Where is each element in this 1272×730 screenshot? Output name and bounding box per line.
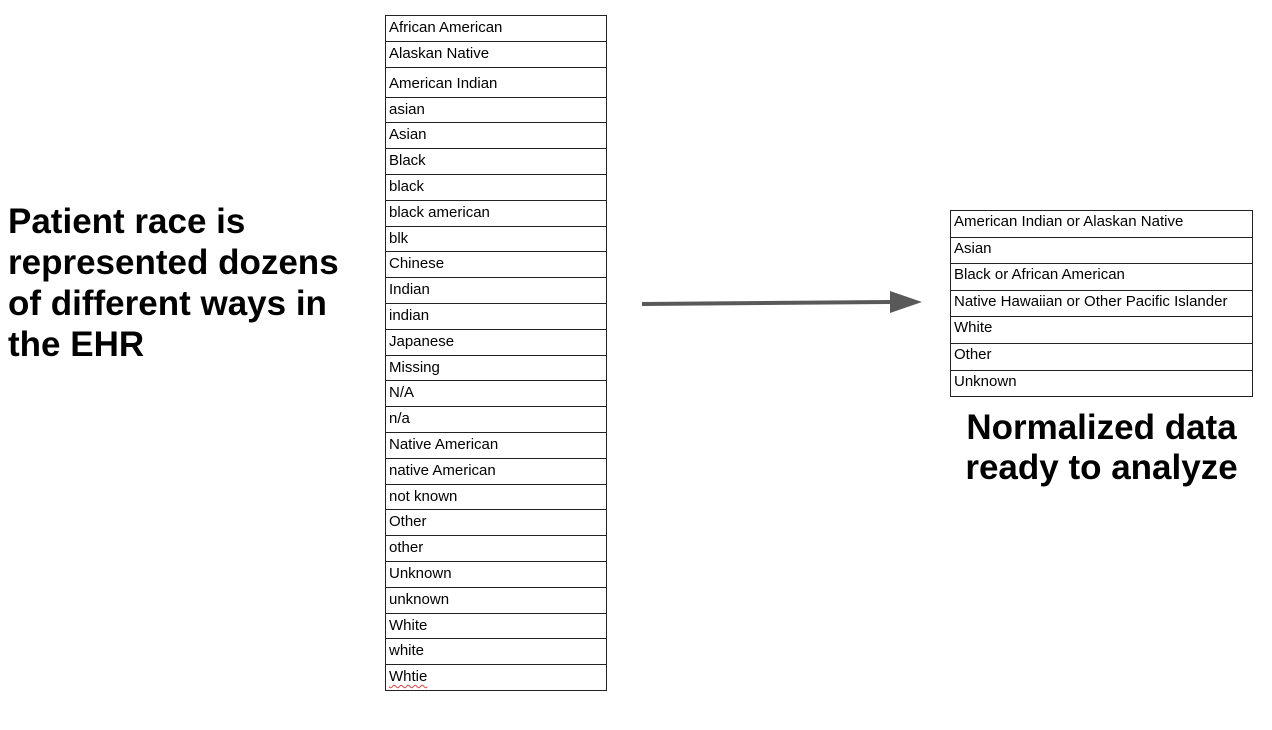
raw-value-cell [386, 665, 607, 691]
table-row [386, 67, 607, 97]
table-row [951, 237, 1253, 264]
table-row [386, 303, 607, 329]
table-row [386, 432, 607, 458]
table-row [386, 329, 607, 355]
normalized-data-heading: Normalized data ready to analyze [965, 408, 1238, 487]
table-row [386, 381, 607, 407]
raw-value-cell: Alaskan Native [386, 41, 607, 67]
table-row [386, 561, 607, 587]
table-row [386, 458, 607, 484]
raw-value-cell: Asian [386, 123, 607, 149]
table-row [386, 665, 607, 691]
raw-value-cell: asian [386, 97, 607, 123]
raw-data-heading: Patient race is represented dozens of different ways in the EHR [8, 202, 339, 364]
normalized-value-cell: White [951, 317, 1253, 344]
raw-value-cell: Chinese [386, 252, 607, 278]
table-row [386, 407, 607, 433]
normalized-value-cell: Asian [951, 237, 1253, 264]
table-row [386, 174, 607, 200]
normalized-value-cell: American Indian or Alaskan Native [951, 211, 1253, 238]
table-row [386, 587, 607, 613]
table-row [951, 370, 1253, 397]
table-row [386, 226, 607, 252]
raw-value-cell: American Indian [386, 67, 607, 97]
table-row [951, 343, 1253, 370]
raw-value-cell: unknown [386, 587, 607, 613]
raw-value-cell: white [386, 639, 607, 665]
raw-value-cell: Other [386, 510, 607, 536]
raw-value-cell: black american [386, 200, 607, 226]
raw-value-cell: Indian [386, 278, 607, 304]
table-row [386, 123, 607, 149]
right-arrow-icon [640, 285, 925, 321]
raw-value-cell: other [386, 536, 607, 562]
table-row [386, 200, 607, 226]
raw-value-cell: blk [386, 226, 607, 252]
table-row [386, 278, 607, 304]
raw-value-cell: Missing [386, 355, 607, 381]
table-row [386, 41, 607, 67]
raw-value-cell: native American [386, 458, 607, 484]
raw-value-cell: N/A [386, 381, 607, 407]
raw-value-cell: African American [386, 16, 607, 42]
table-row [386, 16, 607, 42]
table-row [386, 536, 607, 562]
raw-value-cell: Black [386, 149, 607, 175]
misspelled-value: Whtie [389, 668, 428, 686]
table-row [386, 149, 607, 175]
raw-value-cell: indian [386, 303, 607, 329]
table-row [386, 484, 607, 510]
table-row [386, 252, 607, 278]
table-row [386, 510, 607, 536]
raw-race-values-table [385, 15, 607, 691]
raw-value-cell: n/a [386, 407, 607, 433]
normalized-value-cell: Unknown [951, 370, 1253, 397]
table-row [951, 211, 1253, 238]
table-row [386, 97, 607, 123]
raw-value-cell: Unknown [386, 561, 607, 587]
raw-value-cell: not known [386, 484, 607, 510]
normalized-value-cell: Black or African American [951, 264, 1253, 291]
table-row [386, 639, 607, 665]
table-row [951, 264, 1253, 291]
table-row [386, 355, 607, 381]
raw-value-cell: Native American [386, 432, 607, 458]
normalized-value-cell: Other [951, 343, 1253, 370]
normalized-race-values-table [950, 210, 1253, 397]
table-row [386, 613, 607, 639]
table-row [951, 317, 1253, 344]
table-row [951, 290, 1253, 317]
raw-value-cell: Japanese [386, 329, 607, 355]
raw-value-cell: black [386, 174, 607, 200]
normalized-value-cell: Native Hawaiian or Other Pacific Islander [951, 290, 1253, 317]
raw-value-cell: White [386, 613, 607, 639]
